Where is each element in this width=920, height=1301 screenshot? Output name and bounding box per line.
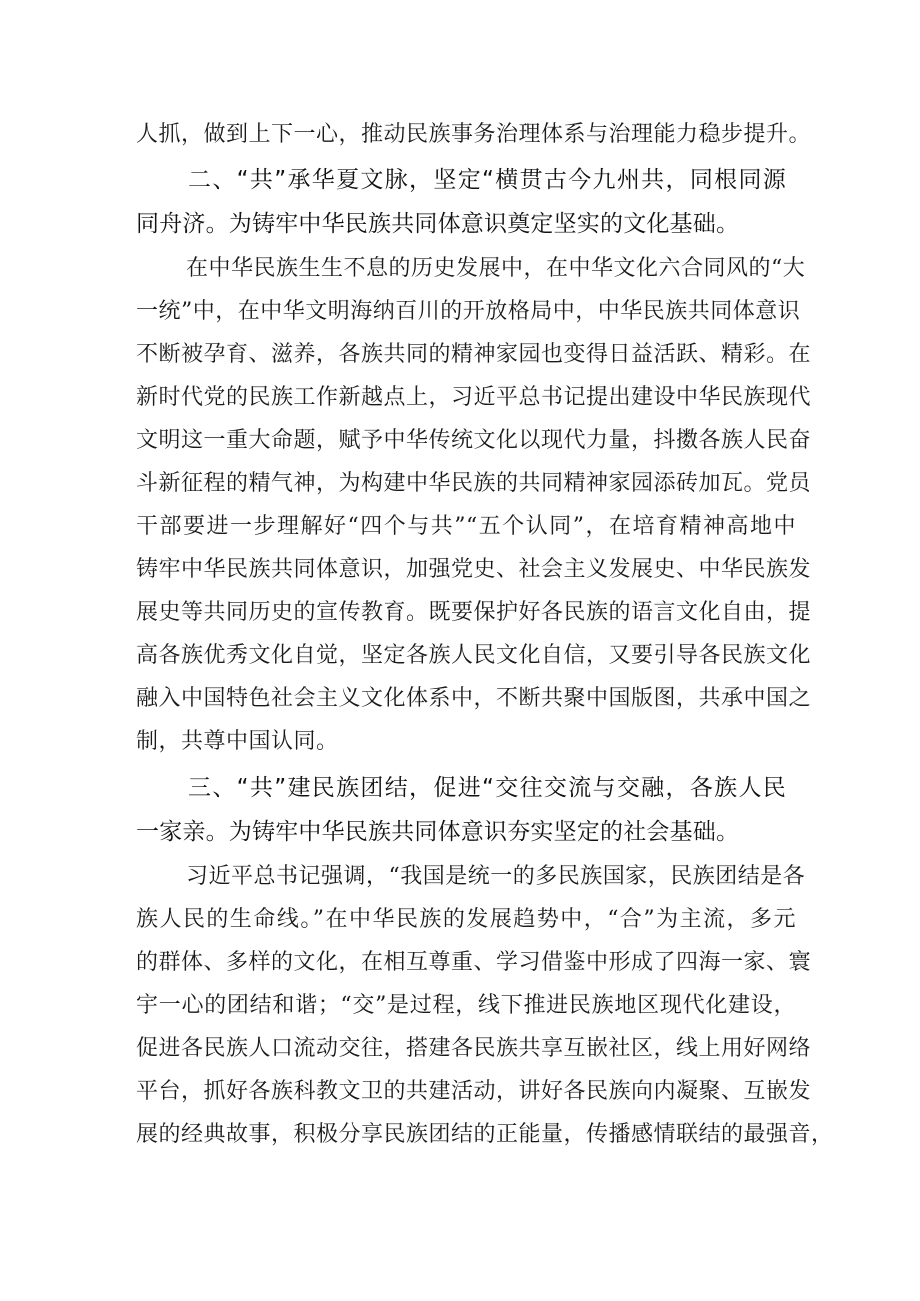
paragraph-line: 斗新征程的精气神，为构建中华民族的共同精神家园添砖加瓦。党员 [136, 471, 812, 496]
section-heading-line: 一家亲。为铸牢中华民族共同体意识夯实坚定的社会基础。 [136, 819, 740, 845]
section-heading-line: 三、“共”建民族团结，促进“交往交流与交融，各族人民 [188, 775, 786, 801]
paragraph-line: 制，共尊中国认同。 [136, 729, 339, 754]
paragraph-line: 促进各民族人口流动交往，搭建各民族共享互嵌社区，线上用好网络 [136, 1036, 812, 1061]
paragraph-line: 干部要进一步理解好“四个与共”“五个认同”，在培育精神高地中 [136, 514, 796, 539]
paragraph-line: 文明这一重大命题，赋予中华传统文化以现代力量，抖擞各族人民奋 [136, 428, 812, 453]
paragraph-line: 不断被孕育、滋养，各族共同的精神家园也变得日益活跃、精彩。在 [136, 342, 812, 367]
paragraph-line: 一统”中，在中华文明海纳百川的开放格局中，中华民族共同体意识 [136, 299, 801, 324]
paragraph-line: 习近平总书记强调，“我国是统一的多民族国家，民族团结是各 [186, 864, 806, 889]
paragraph-line: 的群体、多样的文化，在相互尊重、学习借鉴中形成了四海一家、寰 [136, 950, 812, 975]
paragraph-line: 高各族优秀文化自觉，坚定各族人民文化自信，又要引导各民族文化 [136, 643, 812, 668]
section-heading-line: 同舟济。为铸牢中华民族共同体意识奠定坚实的文化基础。 [136, 211, 740, 237]
section-heading-line: 二、“共”承华夏文脉，坚定“横贯古今九州共，同根同源 [188, 167, 786, 193]
paragraph-line: 宇一心的团结和谐；“交”是过程，线下推进民族地区现代化建设， [136, 993, 796, 1018]
paragraph-line: 新时代党的民族工作新越点上，习近平总书记提出建设中华民族现代 [136, 385, 812, 410]
paragraph-line: 展的经典故事，积极分享民族团结的正能量，传播感情联结的最强音， [136, 1122, 834, 1147]
paragraph-line: 在中华民族生生不息的历史发展中，在中华文化六合同风的“大 [186, 256, 806, 281]
paragraph-line: 展史等共同历史的宣传教育。既要保护好各民族的语言文化自由，提 [136, 600, 812, 625]
paragraph-line: 族人民的生命线。”在中华民族的发展趋势中，“合”为主流，多元 [136, 907, 796, 932]
paragraph-line: 平台，抓好各族科教文卫的共建活动，讲好各民族向内凝聚、互嵌发 [136, 1079, 812, 1104]
paragraph-line: 人抓，做到上下一心，推动民族事务治理体系与治理能力稳步提升。 [136, 122, 812, 147]
paragraph-line: 融入中国特色社会主义文化体系中，不断共聚中国版图，共承中国之 [136, 686, 812, 711]
paragraph-line: 铸牢中华民族共同体意识，加强党史、社会主义发展史、中华民族发 [136, 557, 812, 582]
